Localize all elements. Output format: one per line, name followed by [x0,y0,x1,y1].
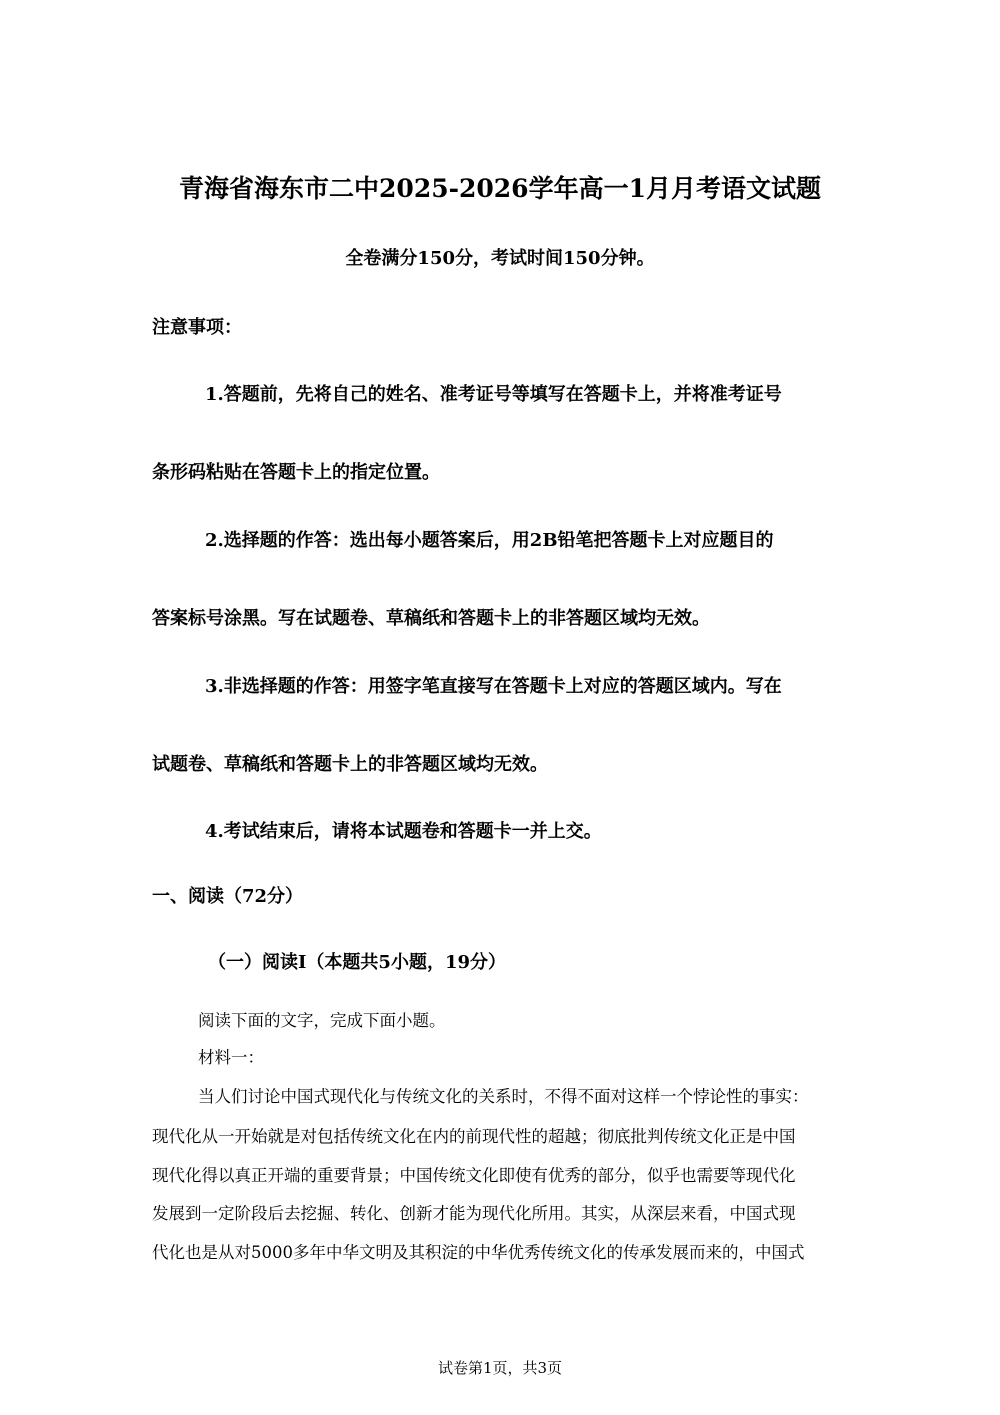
reading-instruction: 阅读下面的文字，完成下面小题。 [198,1011,446,1030]
notice-item-1-line-2: 条形码粘贴在答题卡上的指定位置。 [152,462,440,483]
notice-heading: 注意事项： [152,317,242,338]
notice-item-2-line-2: 答案标号涂黑。写在试题卷、草稿纸和答题卡上的非答题区域均无效。 [152,608,710,629]
page-title: 青海省海东市二中2025-2026学年高一1月月考语文试题 [179,174,821,203]
page-footer: 试卷第1页，共3页 [437,1359,563,1377]
section-heading: 一、阅读（72分） [152,886,304,907]
paragraph-line: 现代化从一开始就是对包括传统文化在内的前现代性的超越；彻底批判传统文化正是中国 [152,1127,796,1146]
material-label: 材料一： [198,1048,264,1067]
notice-item-3-line-1: 3.非选择题的作答：用签字笔直接写在答题卡上对应的答题区域内。写在 [205,676,782,697]
paragraph-line: 发展到一定阶段后去挖掘、转化、创新才能为现代化所用。其实，从深层来看，中国式现 [152,1204,796,1223]
exam-info: 全卷满分150分，考试时间150分钟。 [345,248,655,269]
subsection-heading: （一）阅读I（本题共5小题，19分） [208,952,506,973]
notice-item-1-line-1: 1.答题前，先将自己的姓名、准考证号等填写在答题卡上，并将准考证号 [205,384,782,405]
notice-item-2-line-1: 2.选择题的作答：选出每小题答案后，用2B铅笔把答题卡上对应题目的 [205,530,774,551]
paragraph-line: 现代化得以真正开端的重要背景；中国传统文化即使有优秀的部分，似乎也需要等现代化 [152,1166,796,1185]
notice-item-4-line-1: 4.考试结束后，请将本试题卷和答题卡一并上交。 [205,821,602,842]
paragraph-line: 当人们讨论中国式现代化与传统文化的关系时，不得不面对这样一个悖论性的事实： [198,1087,809,1106]
paragraph-line: 代化也是从对5000多年中华文明及其积淀的中华优秀传统文化的传承发展而来的，中国式 [152,1243,805,1262]
notice-item-3-line-2: 试题卷、草稿纸和答题卡上的非答题区域均无效。 [152,754,548,775]
